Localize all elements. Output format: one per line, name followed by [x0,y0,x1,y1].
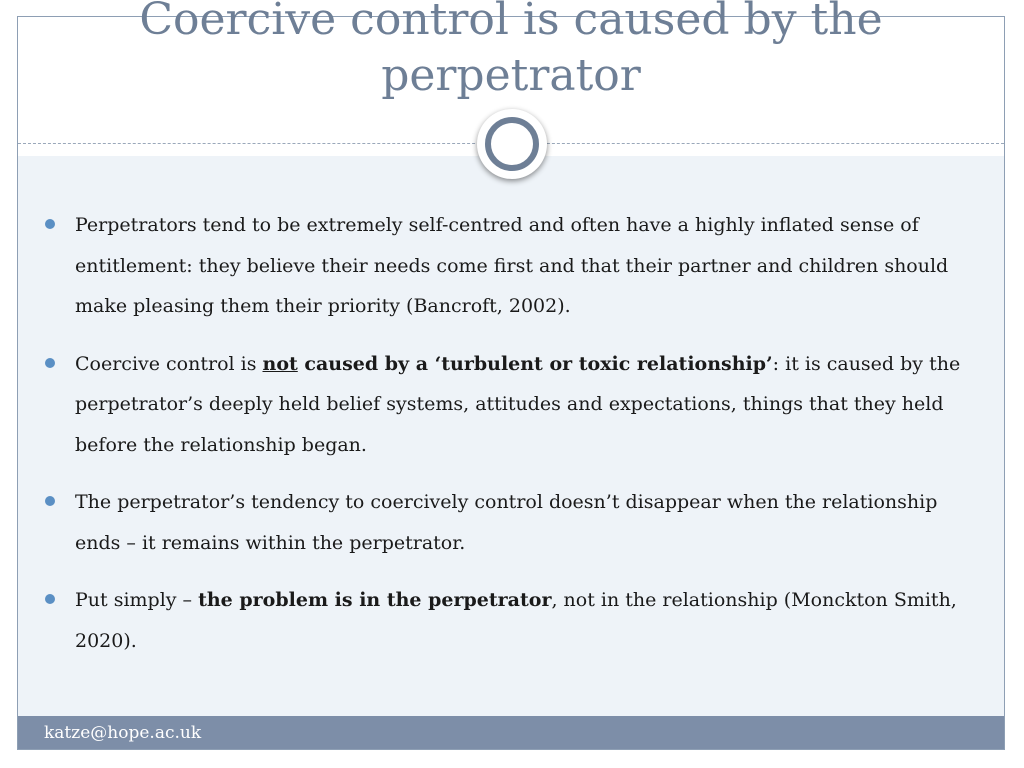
bullet-text-pre: Coercive control is [75,352,263,375]
bullet-dot-icon [45,594,55,604]
bullet-text: Perpetrators tend to be extremely self-centred and often have a highly inflated sense of entitlement: they believe their needs come first and that their partner and children should make pleasing them their priority (Bancroft, 2002). [75,214,949,317]
bullet-list [75,205,985,678]
bullet-text-post: : it is caused by the perpetrator’s deeply held belief systems, attitudes and expectations, things that they held before the relationship began. [75,352,961,456]
bullet-item-3 [75,482,985,563]
bullet-emphasis: caused by a ‘turbulent or toxic relationship’ [297,352,773,375]
bullet-dot-icon [45,496,55,506]
bullet-text-pre: Put simply – [75,589,199,611]
bullet-item-2 [75,344,985,466]
bullet-dot-icon [45,219,55,229]
decorative-circle-icon [477,109,547,179]
bullet-emphasis-underlined: not [262,352,298,375]
footer-bar [18,716,1004,749]
bullet-text: The perpetrator’s tendency to coercively control doesn’t disappear when the relationship ends – it remains within the perpetrator. [75,491,938,554]
bullet-item-1 [75,205,985,327]
title-line-2: perpetrator [381,50,641,101]
bullet-text-post: , not in the relationship (Monckton Smith, 2020). [75,589,957,652]
circle-ring [485,117,539,171]
bullet-emphasis: the problem is in the perpetrator [198,589,552,611]
title-line-1: Coercive control is caused by the [139,0,883,45]
slide-title [17,0,1005,104]
bullet-dot-icon [45,358,55,368]
footer-email: katze@hope.ac.uk [44,723,202,743]
bullet-item-4 [75,580,985,661]
